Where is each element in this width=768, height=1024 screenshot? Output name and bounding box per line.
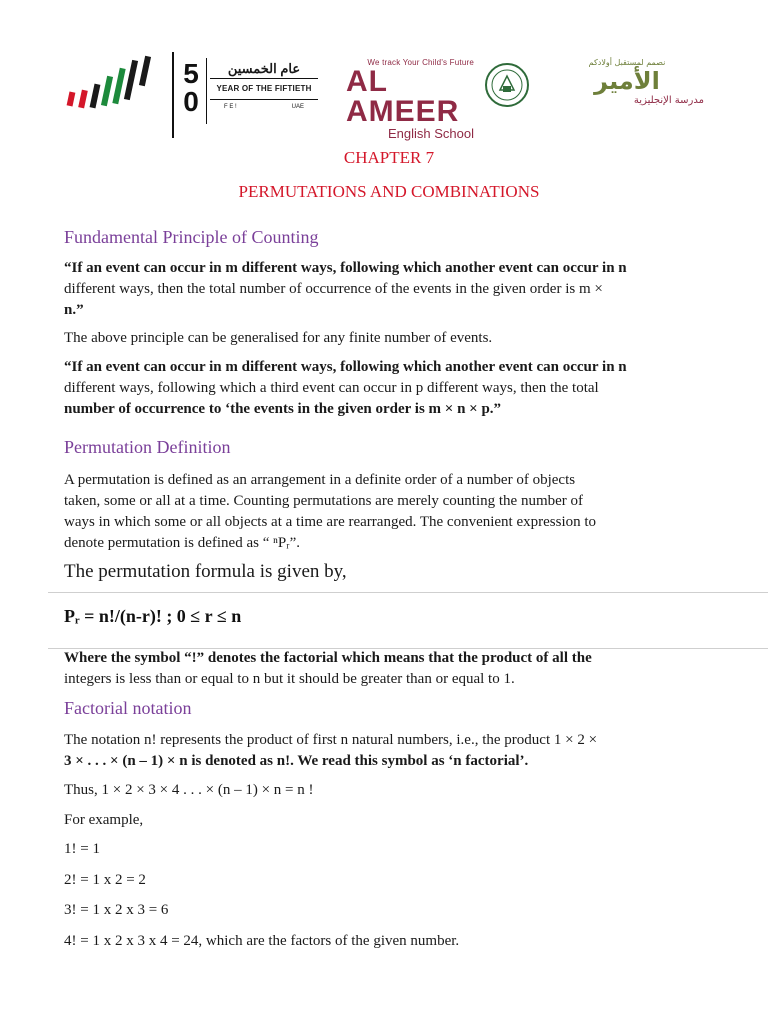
year-arabic-text: عام الخمسين — [210, 60, 318, 79]
fundamental-principle-quote: “If an event can occur in m different ways, following which another event can occur in n different ways, then the total number of occurrence of the events in the given order is m × n.” — [64, 260, 627, 318]
year-footer-left: F E ! — [224, 104, 237, 110]
example-3: 3! = 1 x 2 x 3 = 6 — [64, 902, 169, 918]
factorial-general-form: Thus, 1 × 2 × 3 × 4 . . . × (n – 1) × n = n ! — [64, 782, 314, 798]
example-2: 2! = 1 x 2 = 2 — [64, 872, 146, 888]
example-label: For example, — [64, 812, 144, 828]
page-header — [0, 0, 768, 140]
formula-intro: The permutation formula is given by, — [64, 561, 347, 582]
permutation-formula: Pᵣ = n!/(n-r)! ; 0 ≤ r ≤ n — [64, 606, 242, 626]
factorial-notation-text: The notation n! represents the product of first n natural numbers, i.e., the product 1 × 2 × 3 × . . . × (n – 1) × n is denoted as n!. We read this symbol as ‘n factorial’. — [64, 732, 598, 769]
factorial-symbol-text: Where the symbol “!” denotes the factorial which means that the product of all the integers is less than or equal to n but it should be greater than or equal to 1. — [64, 650, 592, 687]
fundamental-principle-heading: Fundamental Principle of Counting — [64, 227, 319, 247]
chapter-subtitle: PERMUTATIONS AND COMBINATIONS — [238, 182, 540, 201]
header-divider — [172, 52, 174, 138]
school-seal-icon — [484, 62, 530, 108]
uae-fifty-logo-icon — [66, 54, 162, 114]
generalised-principle-quote: “If an event can occur in m different ways, following which another event can occur in n different ways, following which a third event can occur in p different ways, then the total number of occurrence to ‘the events in the given order is m × n × p.” — [64, 359, 627, 417]
generalisation-text: The above principle can be generalised for any finite number of events. — [64, 330, 493, 346]
permutation-definition-text: A permutation is defined as an arrangement in a definite order of a number of objects taken, some or all at a time. Counting permutations are merely counting the number of ways in which some or all objects at a time are rearranged. The convenient expression to denote permutation is defined as “ ⁿPᵣ”. — [64, 472, 597, 551]
example-1: 1! = 1 — [64, 841, 100, 857]
chapter-title: CHAPTER 7 — [343, 148, 435, 167]
factorial-notation-heading: Factorial notation — [64, 698, 192, 718]
year-english-text: YEAR OF THE FIFTIETH — [210, 79, 318, 100]
fifty-mark: 5 0 — [183, 58, 199, 117]
year-footer-right: UAE — [291, 104, 304, 110]
header-divider-small — [206, 58, 207, 124]
permutation-definition-heading: Permutation Definition — [64, 437, 231, 457]
formula-top-rule — [48, 592, 768, 593]
year-of-fiftieth-logo — [210, 60, 318, 124]
arabic-school-logo: نصمم لمستقبل أولادكم الأمير مدرسة الإنجليزية — [588, 58, 704, 106]
al-ameer-logo: We track Your Child's Future AL AMEER English School — [346, 58, 474, 141]
example-4: 4! = 1 x 2 x 3 x 4 = 24, which are the factors of the given number. — [64, 933, 460, 949]
